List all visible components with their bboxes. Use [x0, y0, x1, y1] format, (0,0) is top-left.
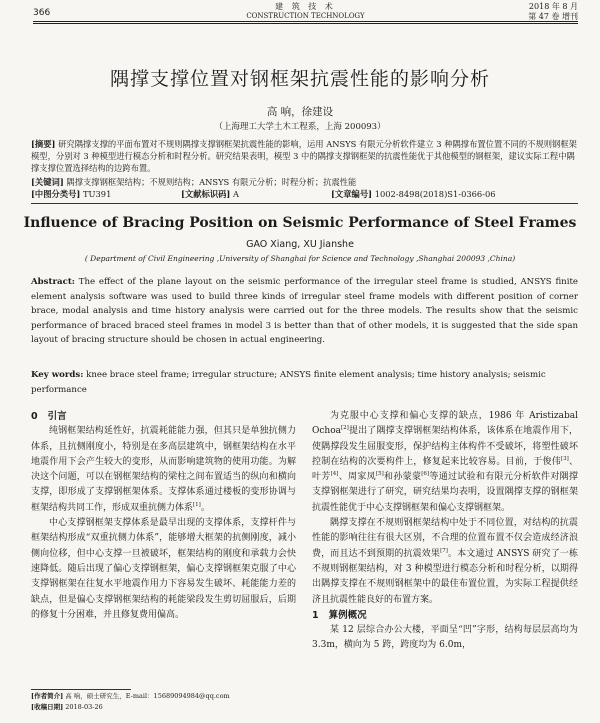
keywords-en-text: knee brace steel frame; irregular structure; ANSYS finite element analysis; time history analysis; seismic performance	[31, 370, 546, 395]
keywords-cn-label: [关键词]	[31, 177, 64, 187]
doc-code-label: [文献标识码]	[181, 189, 231, 199]
body-column-right	[312, 409, 578, 654]
section-number-1: 1	[312, 609, 319, 621]
article-number-label: [文章编号]	[331, 189, 373, 199]
footnote-received	[31, 703, 296, 712]
abstract-cn-label: [摘要]	[31, 139, 56, 149]
keywords-cn	[31, 176, 578, 188]
citation: [6]	[421, 471, 430, 478]
paragraph-text: 为克服中心支撑和偏心支撑的缺点，1986 年 Aristizabal Ochoa	[312, 411, 578, 437]
classification-line	[31, 188, 578, 200]
paragraph-text: 和孙蒙蒙	[383, 472, 422, 483]
page-number: 366	[33, 8, 51, 18]
clc-field	[31, 188, 181, 200]
authors-en: GAO Xiang, XU Jianshe	[246, 239, 354, 250]
paragraph-text: 、叶芳	[312, 456, 578, 483]
paragraph: 中心支撑钢框架支撑体系是最早出现的支撑体系，支撑杆件与框架结构形成“双重抗侧力体系”，能够增大框架的抗侧刚度，减小侧向位移，但中心支撑一旦被破坏，框架结构的刚度和承载力会快速降低。随后出现了偏心支撑钢框架，偏心支撑钢框架克服了中心支撑钢框架在往复水平地震作用力下容易发生破坏、耗能能力差的缺点，但是偏心支撑钢框架结构的耗能梁段发生剪切屈服后，后期的修复十分困难，并且修复费用偏高。	[31, 518, 296, 620]
section-heading-1	[312, 608, 578, 623]
clc-label: [中图分类号]	[31, 189, 81, 199]
paragraph	[31, 424, 296, 516]
citation: [5]	[375, 471, 384, 478]
keywords-en-label: Key words:	[31, 370, 84, 380]
paragraph-text: 、周家凤	[338, 472, 376, 483]
abstract-en-label: Abstract:	[31, 277, 75, 287]
paragraph	[312, 409, 578, 516]
journal-name-en: CONSTRUCTION TECHNOLOGY	[246, 12, 365, 20]
keywords-en	[31, 368, 578, 397]
citation: [2]	[341, 425, 349, 432]
clc-value: TU391	[82, 189, 112, 199]
paragraph	[312, 516, 578, 608]
authors-cn: 高 响，徐建设	[266, 106, 334, 118]
abstract-cn	[31, 138, 578, 174]
affiliation-cn: （上海理工大学土木工程系，上海 200093）	[214, 122, 386, 132]
journal-name-cn: 建 筑 技 术	[275, 2, 336, 11]
footnote-rule	[31, 689, 131, 690]
article-number-value: 1002-8498(2018)S1-0366-06	[374, 189, 496, 199]
abstract-en-text: The effect of the plane layout on the seismic performance of the irregular steel frame is studied, ANSYS finite element analysis software was used to build three kinds of irregular steel frame models with different position of corner brace, modal analysis and time history analysis were carried out for the three models. The results show that the seismic performance of braced braced steel frames in model 3 is better than that of other models, it is suggested that the side span layout of bracing structure should be chosen in actual engineering.	[31, 277, 578, 346]
footnote-received-text: 2018-03-26	[65, 703, 103, 711]
footnote-author	[31, 692, 296, 701]
running-header	[33, 2, 578, 20]
paragraph-text: 等通过试验和有限元分析软件对隅撑支撑钢框架进行了研究，研究结果均表明，设置隅撑支撑的钢框架抗震性能优于中心支撑钢框架和偏心支撑钢框架。	[312, 472, 578, 513]
citation: [3]	[560, 455, 569, 462]
header-rule-secondary	[33, 23, 578, 24]
issue-volume: 第 47 卷 增刊	[528, 12, 578, 21]
paragraph-text: 纯钢框架结构延性好，抗震耗能能力强，但其只是单独抗侧力体系，且抗侧刚度小，特别是在多高层建筑中，钢框架结构在水平地震作用下会产生较大的变形，从而影响建筑物的使用功能。为解决这个问题，可以在钢框架结构的梁柱之间布置适当的纵向和横向支撑，即形成了支撑钢框架体系。支撑体系通过楼板的变形协调与框架结构共同工作，形成双重抗侧力体系	[31, 426, 296, 513]
body-column-left	[31, 409, 296, 623]
section-divider	[31, 203, 578, 204]
abstract-en	[31, 275, 578, 348]
issue-date: 2018 年 8 月	[528, 2, 578, 11]
paragraph-text: 隅撑支撑在不规则钢框架结构中处于不同位置，对结构的抗震性能的影响往往有很大区别，不合理的位置布置不仅会造成经济浪费，而且达不到预期的抗震效果	[312, 518, 578, 559]
citation: [1]	[193, 501, 201, 508]
paragraph: 某 12 层综合办公大楼，平面呈“凹”字形，结构每层层高均为 3.3m，横向为 5 跨，跨度均为 6.0m，	[312, 625, 578, 651]
footnote-author-text: 高 响，硕士研究生，E-mail：15689094984@qq.com	[65, 692, 230, 700]
citation: [4]	[330, 471, 339, 478]
section-title-1: 算例概况	[328, 609, 367, 621]
doc-code-field	[181, 188, 331, 200]
section-number-0: 0	[31, 411, 38, 422]
abstract-cn-text: 研究隅撑支撑的平面布置对不规则隅撑支撑钢框架抗震性能的影响，运用 ANSYS 有限元分析软件建立 3 种隅撑布置位置不同的不规则钢框架模型，分别对 3 种模型进行模态分析和时程分析。研究结果表明，模型 3 中的隅撑支撑钢框架的抗震性能优于其他模型的钢框架，建议实际工程中隅撑支撑位置选择结构的边跨布置。	[31, 139, 577, 173]
title-cn: 隅撑支撑位置对钢框架抗震性能的影响分析	[109, 68, 490, 90]
paragraph-end: 。	[200, 502, 210, 513]
title-en: Influence of Bracing Position on Seismic Performance of Steel Frames	[23, 215, 577, 231]
footnote-author-label: [作者简介]	[31, 692, 64, 700]
paragraph-text: 。本文通过 ANSYS 研究了一栋不规则钢框架结构，对 3 种模型进行模态分析和时程分析，以期得出隅撑支撑在不规则钢框架中的最佳布置位置，为实际工程提供经济且抗震性能良好的布置方案。	[312, 548, 578, 605]
doc-code-value: A	[232, 189, 239, 199]
section-heading-0	[31, 409, 296, 424]
affiliation-en: ( Department of Civil Engineering ,University of Shanghai for Science and Technology ,Shanghai 200093 ,China)	[84, 254, 516, 263]
keywords-cn-text: 隅撑支撑钢框架结构；不规则结构；ANSYS 有限元分析；时程分析；抗震性能	[66, 177, 357, 187]
paragraph-text: 提出了隅撑支撑钢框架结构体系，该体系在地震作用下，使隅撑段发生屈服变形，保护结构主体构件不受破坏，将塑性破坏控制在结构的次要构件上，修复起来比较容易。目前，于俊伟	[312, 426, 578, 467]
citation: [7]	[440, 547, 448, 554]
article-number-field	[331, 188, 496, 200]
section-title-0: 引言	[47, 411, 67, 422]
header-rule	[33, 21, 578, 22]
footnote-received-label: [收稿日期]	[31, 703, 64, 711]
